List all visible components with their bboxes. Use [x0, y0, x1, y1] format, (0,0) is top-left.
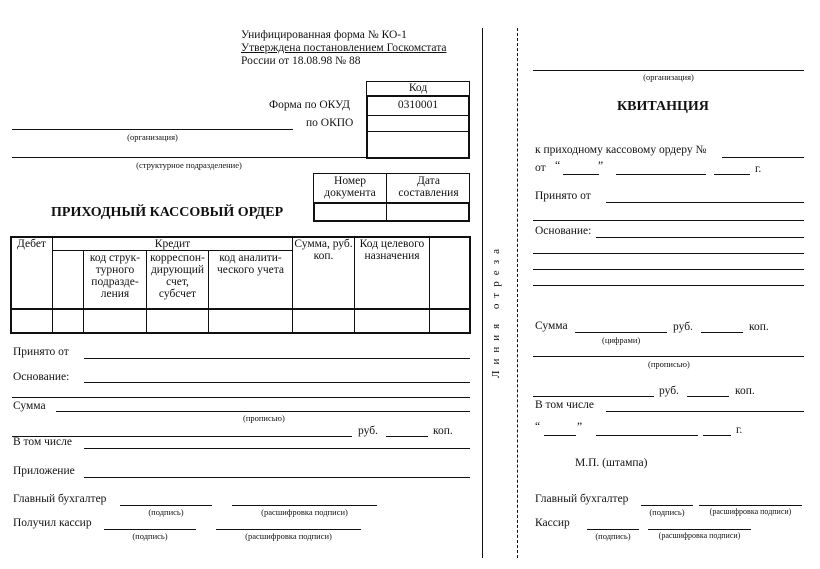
receipt-basis-line-3[interactable]	[533, 269, 804, 270]
cashier-name-caption: (расшифровка подписи)	[245, 531, 332, 541]
receipt-order-number-label: к приходному кассовому ордеру №	[535, 144, 707, 156]
receipt-year-suffix-2: г.	[736, 424, 743, 436]
cashier-received-label: Получил кассир	[13, 517, 92, 529]
receipt-chief-name[interactable]	[699, 505, 802, 506]
code-divider-1	[366, 115, 470, 116]
including-input[interactable]	[84, 448, 470, 449]
basis-label: Основание:	[13, 371, 70, 383]
okpo-label: по ОКПО	[306, 117, 354, 129]
form-unified-line: Унифицированная форма № КО-1	[241, 29, 407, 41]
receipt-stamp-label: М.П. (штампа)	[575, 457, 648, 469]
basis-input[interactable]	[84, 382, 470, 383]
kop-label: коп.	[433, 425, 453, 437]
received-from-label: Принято от	[13, 346, 69, 358]
credit-header: Кредит	[154, 238, 191, 250]
receipt-words-caption: (прописью)	[648, 359, 690, 369]
receipt-day-input[interactable]	[563, 174, 599, 175]
receipt-rub-label: руб.	[673, 321, 693, 333]
receipt-cashier-signature[interactable]	[587, 529, 639, 530]
attachment-input[interactable]	[84, 477, 470, 478]
cashier-signature-caption: (подпись)	[132, 531, 168, 541]
receipt-date2-quote-open: “	[535, 421, 541, 433]
chief-accountant-name[interactable]	[232, 505, 377, 506]
receipt-chief-accountant-label: Главный бухгалтер	[535, 493, 629, 505]
receipt-rub-label-2: руб.	[659, 385, 679, 397]
code-divider-2	[366, 131, 470, 132]
receipt-basis-line-2[interactable]	[533, 253, 804, 254]
receipt-including-label: В том числе	[535, 399, 594, 411]
chief-accountant-name-caption: (расшифровка подписи)	[261, 507, 348, 517]
receipt-year-suffix: г.	[755, 163, 762, 175]
receipt-organization-caption: (организация)	[643, 72, 694, 82]
receipt-amount-digits-input[interactable]	[575, 332, 667, 333]
code-header: Код	[366, 81, 470, 96]
receipt-year-input[interactable]	[714, 174, 750, 175]
receipt-cashier-signature-caption: (подпись)	[595, 531, 631, 541]
receipt-received-from-line-2[interactable]	[533, 220, 804, 221]
cut-line-label: Линия отреза	[490, 243, 502, 378]
receipt-date-quote-close: ”	[598, 160, 604, 172]
receipt-date-quote-open: “	[555, 160, 561, 172]
division-caption: (структурное подразделение)	[136, 160, 242, 170]
receipt-chief-name-caption: (расшифровка подписи)	[709, 507, 792, 516]
receipt-basis-line-4[interactable]	[533, 285, 804, 286]
amount-label: Сумма	[13, 400, 46, 412]
receipt-cashier-label: Кассир	[535, 517, 570, 529]
received-from-input[interactable]	[84, 358, 470, 359]
receipt-kop-label-2: коп.	[735, 385, 755, 397]
receipt-month-input-2[interactable]	[596, 435, 698, 436]
table-header-bottom	[10, 308, 471, 310]
organization-line[interactable]	[12, 129, 293, 130]
division-line[interactable]	[12, 157, 366, 158]
cut-line-right	[517, 28, 518, 558]
chief-accountant-label: Главный бухгалтер	[13, 493, 107, 505]
receipt-from-label: от	[535, 162, 546, 174]
receipt-amount-words-input[interactable]	[533, 356, 804, 357]
organization-caption: (организация)	[127, 132, 178, 142]
rub-label: руб.	[358, 425, 378, 437]
receipt-received-from-label: Принято от	[535, 190, 591, 202]
target-code-header: Код целевого назначения	[359, 238, 425, 262]
cashier-name[interactable]	[216, 529, 361, 530]
receipt-cashier-name-caption: (расшифровка подписи)	[658, 531, 741, 540]
cashier-signature[interactable]	[104, 529, 196, 530]
date-header: Дата составления	[398, 175, 459, 199]
receipt-year-input-2[interactable]	[703, 435, 731, 436]
receipt-received-from-input[interactable]	[606, 202, 804, 203]
receipt-chief-signature[interactable]	[641, 505, 693, 506]
form-title: ПРИХОДНЫЙ КАССОВЫЙ ОРДЕР	[51, 205, 284, 220]
receipt-kop-input[interactable]	[701, 332, 743, 333]
receipt-digits-caption: (цифрами)	[602, 335, 641, 345]
receipt-organization-line[interactable]	[533, 70, 804, 71]
receipt-amount-words-line-2[interactable]	[533, 396, 654, 397]
chief-accountant-signature[interactable]	[120, 505, 212, 506]
receipt-date2-quote-close: ”	[577, 421, 583, 433]
receipt-kop-label: коп.	[749, 321, 769, 333]
amount-words-input[interactable]	[56, 411, 470, 412]
corresponding-account-header: корреспон-дирующий счет, субсчет	[150, 252, 205, 300]
okud-value: 0310001	[397, 99, 439, 111]
amount-header: Сумма, руб. коп.	[294, 238, 353, 262]
receipt-including-input[interactable]	[606, 411, 804, 412]
debit-header: Дебет	[17, 238, 46, 250]
chief-accountant-signature-caption: (подпись)	[148, 507, 184, 517]
form-date-line: России от 18.08.98 № 88	[241, 55, 361, 67]
receipt-cashier-name[interactable]	[648, 529, 751, 530]
receipt-order-number-input[interactable]	[722, 157, 804, 158]
receipt-basis-input[interactable]	[596, 237, 804, 238]
attachment-label: Приложение	[13, 465, 75, 477]
structural-division-code-header: код струк-турного подразде-ления	[89, 252, 141, 300]
analytic-code-header: код аналити-ческого учета	[217, 252, 284, 276]
cut-line-left	[482, 28, 483, 558]
receipt-chief-signature-caption: (подпись)	[649, 507, 685, 517]
receipt-month-input[interactable]	[616, 174, 706, 175]
amount-words-caption: (прописью)	[243, 413, 285, 423]
receipt-kop-input-2[interactable]	[687, 396, 729, 397]
kop-input[interactable]	[386, 436, 428, 437]
receipt-title: КВИТАНЦИЯ	[617, 99, 709, 114]
receipt-basis-label: Основание:	[535, 225, 592, 237]
including-label: В том числе	[13, 436, 72, 448]
col-divider-last	[429, 236, 430, 334]
receipt-amount-label: Сумма	[535, 320, 568, 332]
receipt-day-input-2[interactable]	[544, 435, 576, 436]
okud-label: Форма по ОКУД	[269, 99, 350, 111]
basis-input-line-2[interactable]	[12, 397, 470, 398]
form-approved-line: Утверждена постановлением Госкомстата	[241, 42, 447, 54]
doc-number-date-input[interactable]	[313, 202, 470, 222]
number-header: Номер документа	[324, 175, 376, 199]
